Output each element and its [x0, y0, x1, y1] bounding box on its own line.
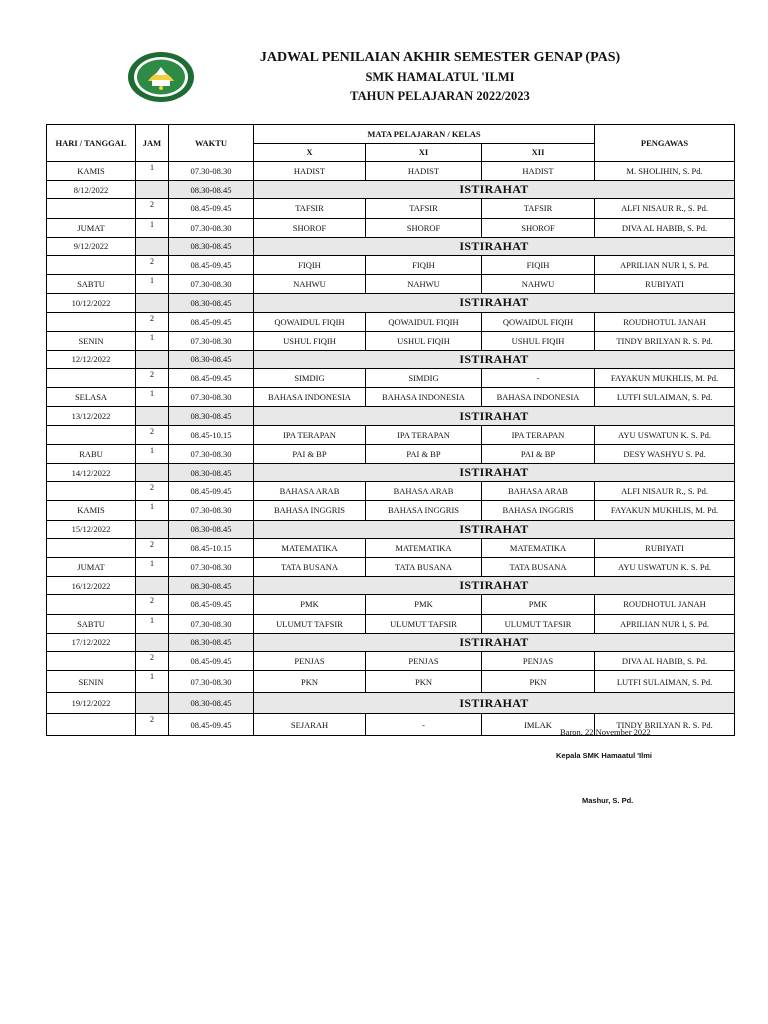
rest-label: ISTIRAHAT: [254, 464, 735, 482]
subject-xi-cell: PAI & BP: [366, 444, 482, 463]
rest-row: [47, 577, 735, 595]
proctor-cell: AYU USWATUN K. S. Pd.: [595, 557, 735, 576]
jam-cell: 1: [136, 331, 169, 350]
schedule-body: [47, 162, 735, 736]
jam-cell: 1: [136, 671, 169, 693]
time-cell: 08.30-08.45: [169, 464, 254, 482]
time-cell: 08.30-08.45: [169, 577, 254, 595]
rest-label: ISTIRAHAT: [254, 407, 735, 425]
subject-x-cell: MATEMATIKA: [254, 538, 366, 557]
subject-xi-cell: QOWAIDUL FIQIH: [366, 312, 482, 331]
subject-x-cell: ULUMUT TAFSIR: [254, 614, 366, 633]
table-row: [47, 538, 735, 557]
table-row: [47, 482, 735, 501]
day-cell: [47, 369, 136, 388]
jam-cell: [136, 350, 169, 368]
subject-xi-cell: BAHASA INGGRIS: [366, 501, 482, 520]
jam-cell: 2: [136, 255, 169, 274]
subject-xi-cell: BAHASA ARAB: [366, 482, 482, 501]
proctor-cell: FAYAKUN MUKHLIS, M. Pd.: [595, 369, 735, 388]
principal-name: Mashur, S. Pd.: [582, 796, 634, 805]
subject-xi-cell: PKN: [366, 671, 482, 693]
time-cell: 07.30-08.30: [169, 275, 254, 294]
day-cell: JUMAT: [47, 218, 136, 237]
rest-row: [47, 237, 735, 255]
subject-xii-cell: FIQIH: [482, 255, 595, 274]
jam-cell: 1: [136, 557, 169, 576]
subject-xi-cell: MATEMATIKA: [366, 538, 482, 557]
day-cell: [47, 482, 136, 501]
jam-cell: 1: [136, 614, 169, 633]
jam-cell: 2: [136, 482, 169, 501]
rest-row: [47, 464, 735, 482]
proctor-cell: AYU USWATUN K. S. Pd.: [595, 425, 735, 444]
time-cell: 08.45-09.45: [169, 714, 254, 736]
time-cell: 08.30-08.45: [169, 520, 254, 538]
subject-xii-cell: USHUL FIQIH: [482, 331, 595, 350]
time-cell: 08.30-08.45: [169, 693, 254, 714]
time-cell: 08.45-09.45: [169, 595, 254, 614]
subject-x-cell: QOWAIDUL FIQIH: [254, 312, 366, 331]
table-row: [47, 388, 735, 407]
table-row: [47, 444, 735, 463]
exam-schedule-table: [46, 124, 735, 736]
subject-xii-cell: ULUMUT TAFSIR: [482, 614, 595, 633]
subject-x-cell: BAHASA ARAB: [254, 482, 366, 501]
subject-xii-cell: BAHASA ARAB: [482, 482, 595, 501]
time-cell: 07.30-08.30: [169, 501, 254, 520]
proctor-cell: APRILIAN NUR I, S. Pd.: [595, 614, 735, 633]
proctor-cell: ROUDHOTUL JANAH: [595, 595, 735, 614]
time-cell: 07.30-08.30: [169, 444, 254, 463]
school-emblem-icon: [126, 51, 196, 103]
proctor-cell: ROUDHOTUL JANAH: [595, 312, 735, 331]
day-cell: [47, 595, 136, 614]
proctor-cell: FAYAKUN MUKHLIS, M. Pd.: [595, 501, 735, 520]
table-row: [47, 312, 735, 331]
rest-row: [47, 633, 735, 651]
proctor-cell: RUBIYATI: [595, 538, 735, 557]
column-header-class-xi: XI: [366, 143, 482, 162]
document-title: JADWAL PENILAIAN AKHIR SEMESTER GENAP (PAS): [259, 50, 621, 65]
day-cell: SENIN: [47, 671, 136, 693]
table-row: [47, 595, 735, 614]
table-row: [47, 501, 735, 520]
jam-cell: [136, 577, 169, 595]
time-cell: 08.30-08.45: [169, 181, 254, 199]
proctor-cell: LUTFI SULAIMAN, S. Pd.: [595, 671, 735, 693]
subject-x-cell: HADIST: [254, 162, 366, 181]
subject-xi-cell: USHUL FIQIH: [366, 331, 482, 350]
column-header-proctor: PENGAWAS: [595, 125, 735, 162]
place-date: Baron, 22 November 2022: [560, 727, 651, 737]
table-row: [47, 275, 735, 294]
rest-label: ISTIRAHAT: [254, 633, 735, 651]
time-cell: 08.45-09.45: [169, 312, 254, 331]
day-cell: [47, 255, 136, 274]
subject-x-cell: SEJARAH: [254, 714, 366, 736]
subject-xii-cell: MATEMATIKA: [482, 538, 595, 557]
table-row: [47, 557, 735, 576]
day-cell: [47, 714, 136, 736]
table-row: [47, 614, 735, 633]
subject-x-cell: USHUL FIQIH: [254, 331, 366, 350]
time-cell: 08.30-08.45: [169, 237, 254, 255]
date-cell: 15/12/2022: [47, 520, 136, 538]
jam-cell: 1: [136, 218, 169, 237]
time-cell: 08.45-10.15: [169, 538, 254, 557]
date-cell: 14/12/2022: [47, 464, 136, 482]
rest-label: ISTIRAHAT: [254, 181, 735, 199]
date-cell: 10/12/2022: [47, 294, 136, 312]
table-row: [47, 425, 735, 444]
jam-cell: 2: [136, 199, 169, 218]
day-cell: SELASA: [47, 388, 136, 407]
subject-xii-cell: IMLAK: [482, 714, 595, 736]
table-row: [47, 162, 735, 181]
jam-cell: 2: [136, 538, 169, 557]
jam-cell: 2: [136, 651, 169, 670]
column-header-day: HARI / TANGGAL: [47, 125, 136, 162]
subject-xi-cell: NAHWU: [366, 275, 482, 294]
table-row: [47, 369, 735, 388]
title-block: [220, 48, 660, 106]
subject-xii-cell: TATA BUSANA: [482, 557, 595, 576]
day-cell: SABTU: [47, 614, 136, 633]
subject-xii-cell: NAHWU: [482, 275, 595, 294]
subject-x-cell: FIQIH: [254, 255, 366, 274]
subject-xii-cell: TAFSIR: [482, 199, 595, 218]
time-cell: 08.45-09.45: [169, 369, 254, 388]
date-cell: 8/12/2022: [47, 181, 136, 199]
table-row: [47, 218, 735, 237]
subject-x-cell: BAHASA INGGRIS: [254, 501, 366, 520]
subject-xi-cell: HADIST: [366, 162, 482, 181]
jam-cell: 1: [136, 501, 169, 520]
subject-x-cell: PKN: [254, 671, 366, 693]
day-cell: [47, 425, 136, 444]
subject-x-cell: IPA TERAPAN: [254, 425, 366, 444]
proctor-cell: TINDY BRILYAN R. S. Pd.: [595, 714, 735, 736]
jam-cell: [136, 693, 169, 714]
time-cell: 07.30-08.30: [169, 331, 254, 350]
time-cell: 07.30-08.30: [169, 218, 254, 237]
proctor-cell: ALFI NISAUR R., S. Pd.: [595, 199, 735, 218]
subject-x-cell: NAHWU: [254, 275, 366, 294]
academic-year: TAHUN PELAJARAN 2022/2023: [350, 89, 530, 103]
date-cell: 12/12/2022: [47, 350, 136, 368]
proctor-cell: LUTFI SULAIMAN, S. Pd.: [595, 388, 735, 407]
jam-cell: 2: [136, 312, 169, 331]
date-cell: 9/12/2022: [47, 237, 136, 255]
subject-xii-cell: BAHASA INDONESIA: [482, 388, 595, 407]
subject-xii-cell: BAHASA INGGRIS: [482, 501, 595, 520]
day-cell: KAMIS: [47, 501, 136, 520]
rest-row: [47, 693, 735, 714]
time-cell: 07.30-08.30: [169, 162, 254, 181]
subject-x-cell: BAHASA INDONESIA: [254, 388, 366, 407]
rest-row: [47, 407, 735, 425]
time-cell: 08.30-08.45: [169, 633, 254, 651]
subject-x-cell: TATA BUSANA: [254, 557, 366, 576]
proctor-cell: M. SHOLIHIN, S. Pd.: [595, 162, 735, 181]
date-cell: 16/12/2022: [47, 577, 136, 595]
rest-label: ISTIRAHAT: [254, 520, 735, 538]
jam-cell: 1: [136, 162, 169, 181]
table-row: [47, 199, 735, 218]
jam-cell: 2: [136, 369, 169, 388]
subject-xi-cell: TAFSIR: [366, 199, 482, 218]
proctor-cell: DIVA AL HABIB, S. Pd.: [595, 218, 735, 237]
time-cell: 07.30-08.30: [169, 557, 254, 576]
proctor-cell: TINDY BRILYAN R. S. Pd.: [595, 331, 735, 350]
proctor-cell: ALFI NISAUR R., S. Pd.: [595, 482, 735, 501]
date-cell: 13/12/2022: [47, 407, 136, 425]
subject-x-cell: SHOROF: [254, 218, 366, 237]
time-cell: 08.30-08.45: [169, 407, 254, 425]
rest-row: [47, 350, 735, 368]
subject-x-cell: PMK: [254, 595, 366, 614]
jam-cell: 2: [136, 425, 169, 444]
subject-xii-cell: QOWAIDUL FIQIH: [482, 312, 595, 331]
subject-xi-cell: BAHASA INDONESIA: [366, 388, 482, 407]
time-cell: 07.30-08.30: [169, 671, 254, 693]
subject-x-cell: TAFSIR: [254, 199, 366, 218]
time-cell: 08.30-08.45: [169, 350, 254, 368]
subject-xi-cell: SIMDIG: [366, 369, 482, 388]
subject-xii-cell: PMK: [482, 595, 595, 614]
jam-cell: 1: [136, 444, 169, 463]
subject-xi-cell: SHOROF: [366, 218, 482, 237]
day-cell: [47, 651, 136, 670]
day-cell: [47, 538, 136, 557]
subject-xii-cell: SHOROF: [482, 218, 595, 237]
jam-cell: [136, 464, 169, 482]
time-cell: 08.45-09.45: [169, 255, 254, 274]
time-cell: 07.30-08.30: [169, 388, 254, 407]
rest-label: ISTIRAHAT: [254, 693, 735, 714]
date-cell: 19/12/2022: [47, 693, 136, 714]
jam-cell: [136, 181, 169, 199]
proctor-cell: DIVA AL HABIB, S. Pd.: [595, 651, 735, 670]
jam-cell: 1: [136, 275, 169, 294]
day-cell: JUMAT: [47, 557, 136, 576]
jam-cell: [136, 294, 169, 312]
subject-xi-cell: FIQIH: [366, 255, 482, 274]
proctor-cell: APRILIAN NUR I, S. Pd.: [595, 255, 735, 274]
table-row: [47, 331, 735, 350]
subject-xi-cell: PMK: [366, 595, 482, 614]
rest-row: [47, 294, 735, 312]
day-cell: [47, 312, 136, 331]
column-header-subject-group: MATA PELAJARAN / KELAS: [254, 125, 595, 144]
jam-cell: [136, 407, 169, 425]
subject-xii-cell: HADIST: [482, 162, 595, 181]
subject-x-cell: PENJAS: [254, 651, 366, 670]
table-row: [47, 671, 735, 693]
day-cell: SENIN: [47, 331, 136, 350]
subject-xii-cell: IPA TERAPAN: [482, 425, 595, 444]
school-name: SMK HAMALATUL 'ILMI: [365, 70, 515, 84]
time-cell: 08.45-09.45: [169, 482, 254, 501]
time-cell: 08.45-09.45: [169, 199, 254, 218]
jam-cell: 2: [136, 714, 169, 736]
table-row: [47, 255, 735, 274]
subject-xi-cell: TATA BUSANA: [366, 557, 482, 576]
proctor-cell: DESY WASHYU S. Pd.: [595, 444, 735, 463]
jam-cell: [136, 237, 169, 255]
time-cell: 07.30-08.30: [169, 614, 254, 633]
jam-cell: 2: [136, 595, 169, 614]
proctor-cell: RUBIYATI: [595, 275, 735, 294]
rest-row: [47, 181, 735, 199]
column-header-class-xii: XII: [482, 143, 595, 162]
column-header-class-x: X: [254, 143, 366, 162]
rest-label: ISTIRAHAT: [254, 294, 735, 312]
subject-x-cell: SIMDIG: [254, 369, 366, 388]
jam-cell: 1: [136, 388, 169, 407]
column-header-time: WAKTU: [169, 125, 254, 162]
time-cell: 08.45-10.15: [169, 425, 254, 444]
subject-xi-cell: PENJAS: [366, 651, 482, 670]
rest-label: ISTIRAHAT: [254, 577, 735, 595]
jam-cell: [136, 520, 169, 538]
column-header-jam: JAM: [136, 125, 169, 162]
subject-xii-cell: PENJAS: [482, 651, 595, 670]
rest-row: [47, 520, 735, 538]
jam-cell: [136, 633, 169, 651]
subject-xi-cell: IPA TERAPAN: [366, 425, 482, 444]
time-cell: 08.30-08.45: [169, 294, 254, 312]
day-cell: SABTU: [47, 275, 136, 294]
document-header: [0, 0, 768, 120]
rest-label: ISTIRAHAT: [254, 350, 735, 368]
table-row: [47, 651, 735, 670]
rest-label: ISTIRAHAT: [254, 237, 735, 255]
subject-xi-cell: -: [366, 714, 482, 736]
time-cell: 08.45-09.45: [169, 651, 254, 670]
subject-xi-cell: ULUMUT TAFSIR: [366, 614, 482, 633]
day-cell: RABU: [47, 444, 136, 463]
subject-xii-cell: PAI & BP: [482, 444, 595, 463]
day-cell: [47, 199, 136, 218]
subject-xii-cell: PKN: [482, 671, 595, 693]
day-cell: KAMIS: [47, 162, 136, 181]
principal-title: Kepala SMK Hamaatul 'Ilmi: [556, 751, 652, 760]
subject-xii-cell: -: [482, 369, 595, 388]
date-cell: 17/12/2022: [47, 633, 136, 651]
subject-x-cell: PAI & BP: [254, 444, 366, 463]
